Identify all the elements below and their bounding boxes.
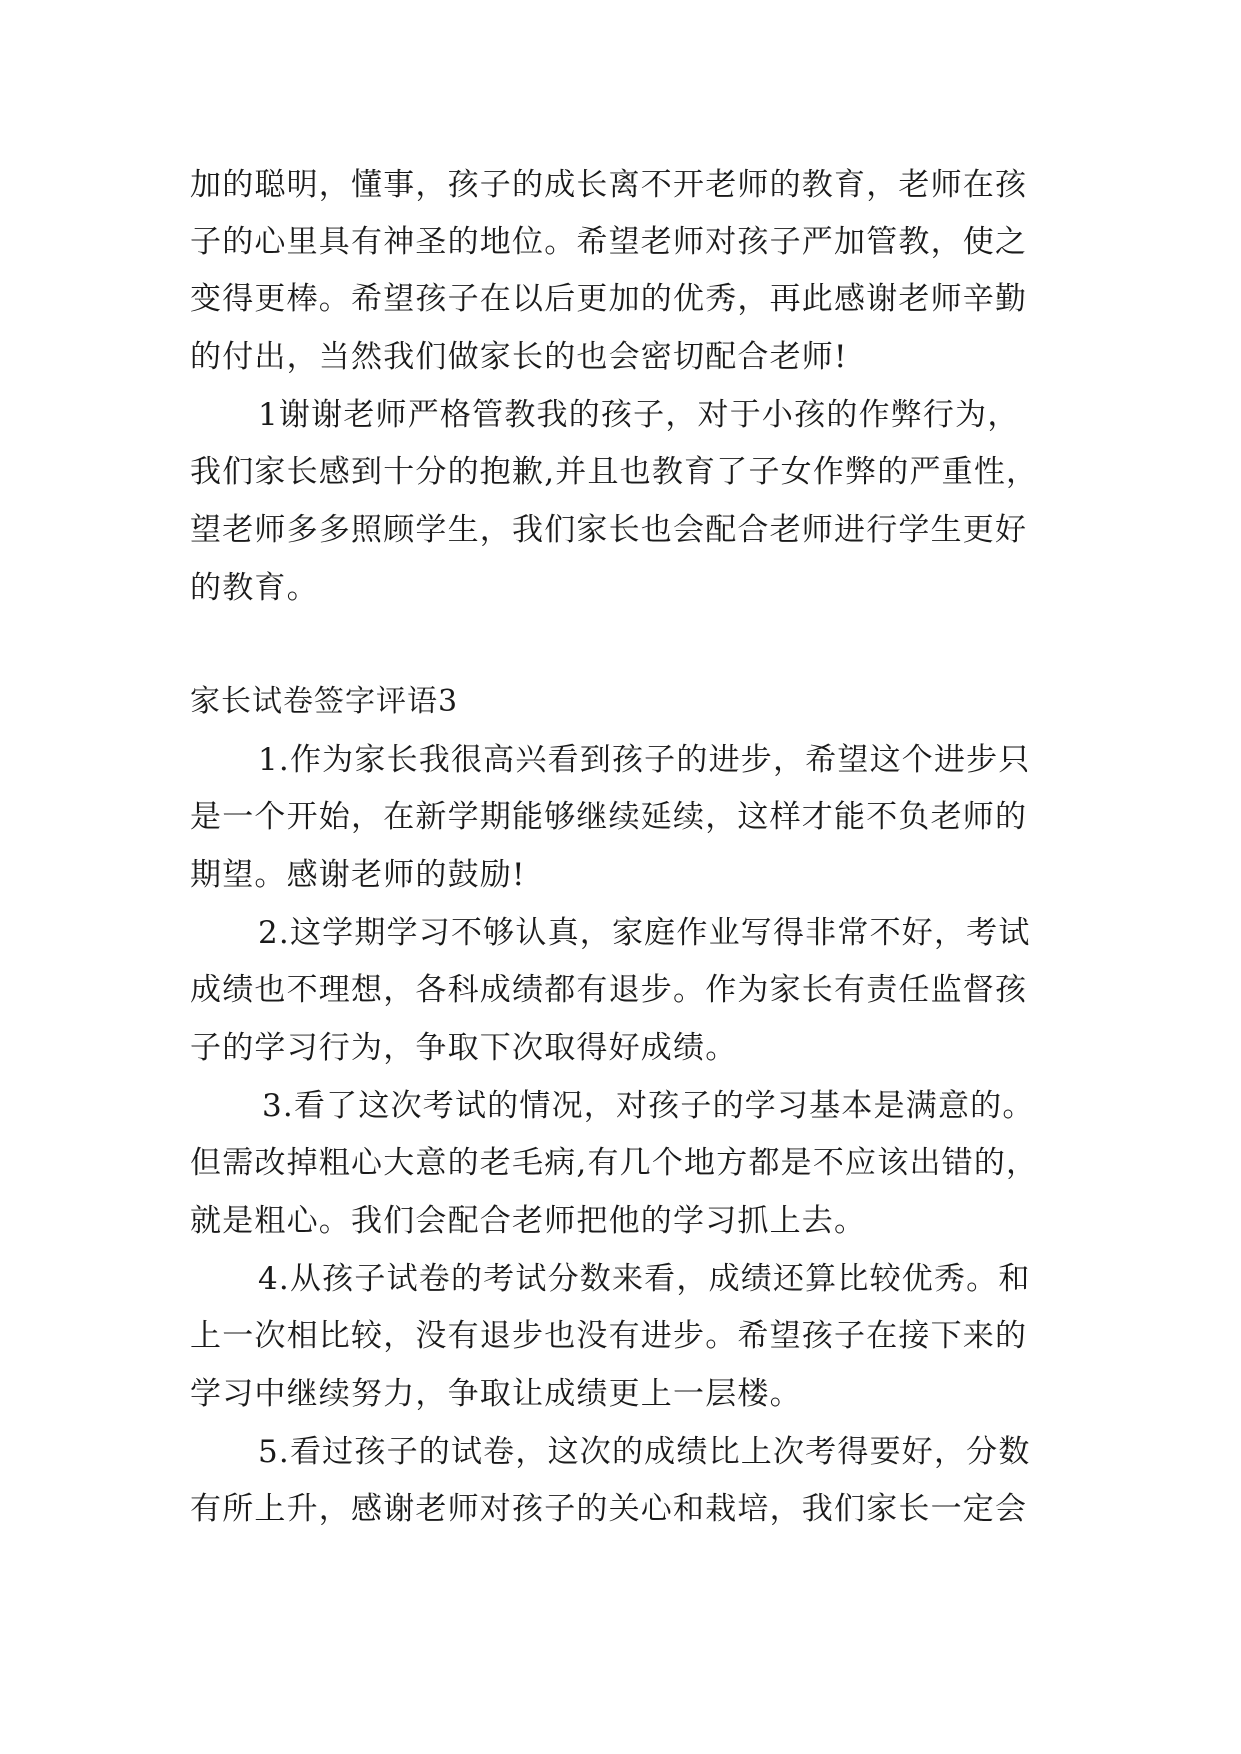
body-text-line: 我们家长感到十分的抱歉,并且也教育了子女作弊的严重性， <box>190 454 1039 490</box>
list-item-first-line: 3.看了这次考试的情况，对孩子的学习基本是满意的。 <box>262 1088 1035 1124</box>
body-text-line: 子的心里具有神圣的地位。希望老师对孩子严加管教，使之 <box>190 224 1028 260</box>
body-text-line: 就是粗心。我们会配合老师把他的学习抓上去。 <box>190 1203 867 1239</box>
body-text-line: 加的聪明，懂事，孩子的成长离不开老师的教育，老师在孩 <box>190 167 1028 203</box>
body-text-line: 是一个开始，在新学期能够继续延续，这样才能不负老师的 <box>190 799 1028 835</box>
body-text-line: 的付出，当然我们做家长的也会密切配合老师! <box>190 339 848 375</box>
body-text-line: 上一次相比较，没有退步也没有进步。希望孩子在接下来的 <box>190 1318 1028 1354</box>
body-text-line: 望老师多多照顾学生，我们家长也会配合老师进行学生更好 <box>190 512 1028 548</box>
body-text-line: 期望。感谢老师的鼓励! <box>190 857 526 893</box>
section-heading: 家长试卷签字评语3 <box>190 684 459 719</box>
body-text-line: 学习中继续努力，争取让成绩更上一层楼。 <box>190 1376 802 1412</box>
list-item-first-line: 5.看过孩子的试卷，这次的成绩比上次考得要好，分数 <box>258 1434 1031 1470</box>
list-item-first-line: 4.从孩子试卷的考试分数来看，成绩还算比较优秀。和 <box>258 1261 1031 1297</box>
body-text-line: 变得更棒。希望孩子在以后更加的优秀，再此感谢老师辛勤 <box>190 281 1028 317</box>
list-item-first-line: 2.这学期学习不够认真，家庭作业写得非常不好，考试 <box>258 915 1031 951</box>
body-text-line: 子的学习行为，争取下次取得好成绩。 <box>190 1030 738 1066</box>
body-text-line: 的教育。 <box>190 570 319 606</box>
paragraph-first-line: 1谢谢老师严格管教我的孩子，对于小孩的作弊行为， <box>258 397 1020 433</box>
body-text-line: 有所上升，感谢老师对孩子的关心和栽培，我们家长一定会 <box>190 1491 1028 1527</box>
body-text-line: 但需改掉粗心大意的老毛病,有几个地方都是不应该出错的， <box>190 1145 1039 1181</box>
body-text-line: 成绩也不理想，各科成绩都有退步。作为家长有责任监督孩 <box>190 972 1028 1008</box>
list-item-first-line: 1.作为家长我很高兴看到孩子的进步，希望这个进步只 <box>258 742 1031 778</box>
